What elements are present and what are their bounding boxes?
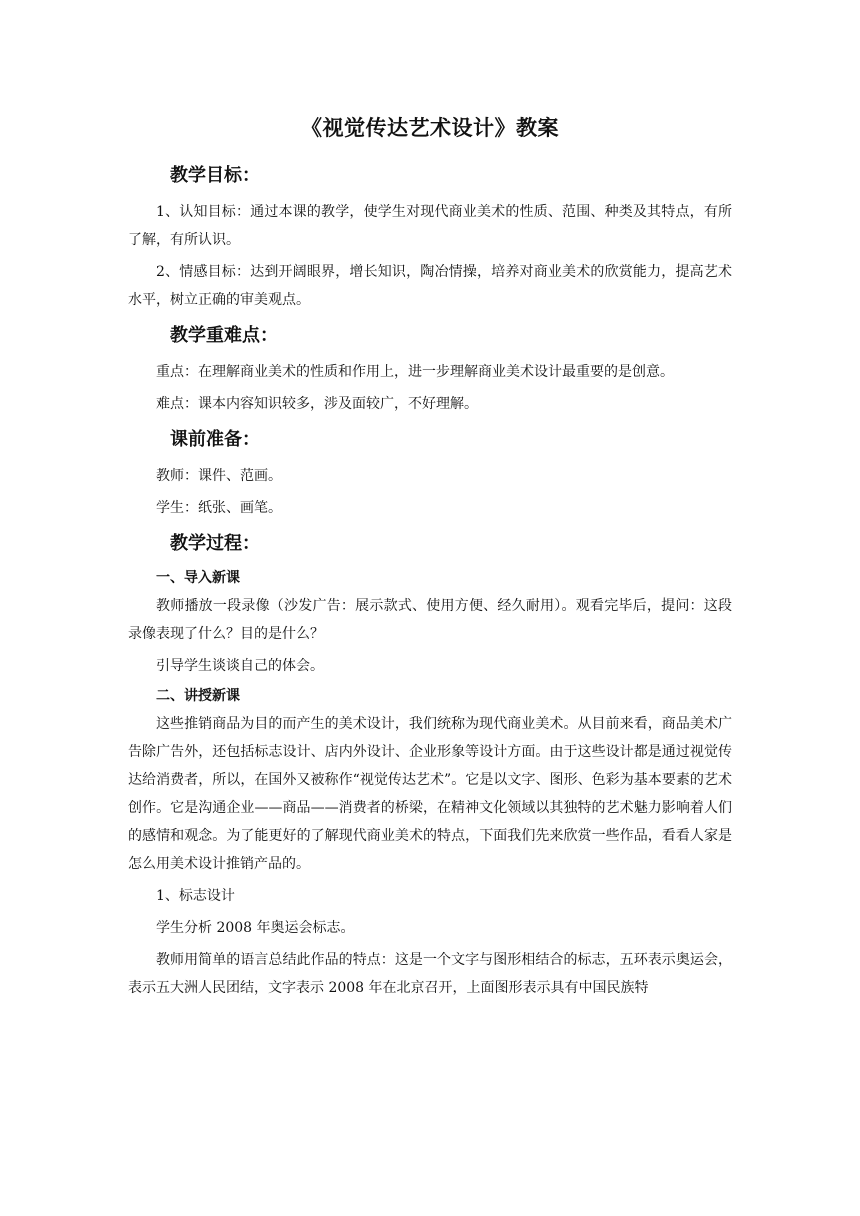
paragraph-difficult-point: 难点：课本内容知识较多，涉及面较广，不好理解。 (156, 396, 478, 412)
paragraph-intro-guide: 引导学生谈谈自己的体会。 (156, 658, 324, 674)
paragraph-olympic-analysis: 学生分析 2008 年奥运会标志。 (156, 920, 355, 936)
document-title: 《视觉传达艺术设计》教案 (301, 115, 559, 140)
paragraph-commercial-art: 这些推销商品为目的而产生的美术设计，我们统称为现代商业美术。从目前来看，商品美术广告除广告外，还包括标志设计、店内外设计、企业形象等设计方面。由于这些设计都是通过视觉传达给消费者，所以，在国外又被称作“视觉传达艺术”。它是以文字、图形、色彩为基本要素的艺术创作。它是沟通企业——商品——消费者的桥梁，在精神文化领域以其独特的艺术魅力影响着人们的感情和观念。为了能更好的了解现代商业美术的特点，下面我们先来欣赏一些作品，看看人家是怎么用美术设计推销产品的。 (128, 716, 732, 872)
section-heading-process: 教学过程： (170, 533, 260, 554)
paragraph-emotional-objective: 2、情感目标：达到开阔眼界，增长知识，陶冶情操，培养对商业美术的欣赏能力，提高艺术水平，树立正确的审美观点。 (128, 264, 732, 308)
section-heading-key-points: 教学重难点： (170, 325, 278, 346)
paragraph-cognitive-objective: 1、认知目标：通过本课的教学，使学生对现代商业美术的性质、范围、种类及其特点，有所了解，有所认识。 (128, 204, 732, 248)
section-heading-preparation: 课前准备： (170, 429, 260, 450)
sub-heading-new-lesson: 二、讲授新课 (156, 688, 240, 704)
paragraph-teacher-summary: 教师用简单的语言总结此作品的特点：这是一个文字与图形相结合的标志，五环表示奥运会，表示五大洲人民团结，文字表示 2008 年在北京召开，上面图形表示具有中国民族特 (128, 952, 732, 996)
paragraph-key-point: 重点：在理解商业美术的性质和作用上，进一步理解商业美术设计最重要的是创意。 (156, 364, 674, 380)
paragraph-teacher-prep: 教师：课件、范画。 (156, 468, 282, 484)
list-item-logo-design: 1、标志设计 (156, 888, 235, 904)
paragraph-intro-video: 教师播放一段录像（沙发广告：展示款式、使用方便、经久耐用）。观看完毕后，提问：这段录像表现了什么？目的是什么？ (128, 598, 732, 642)
sub-heading-introduction: 一、导入新课 (156, 570, 240, 586)
section-heading-objectives: 教学目标： (170, 165, 260, 186)
paragraph-student-prep: 学生：纸张、画笔。 (156, 500, 282, 516)
document-body (128, 110, 732, 1006)
